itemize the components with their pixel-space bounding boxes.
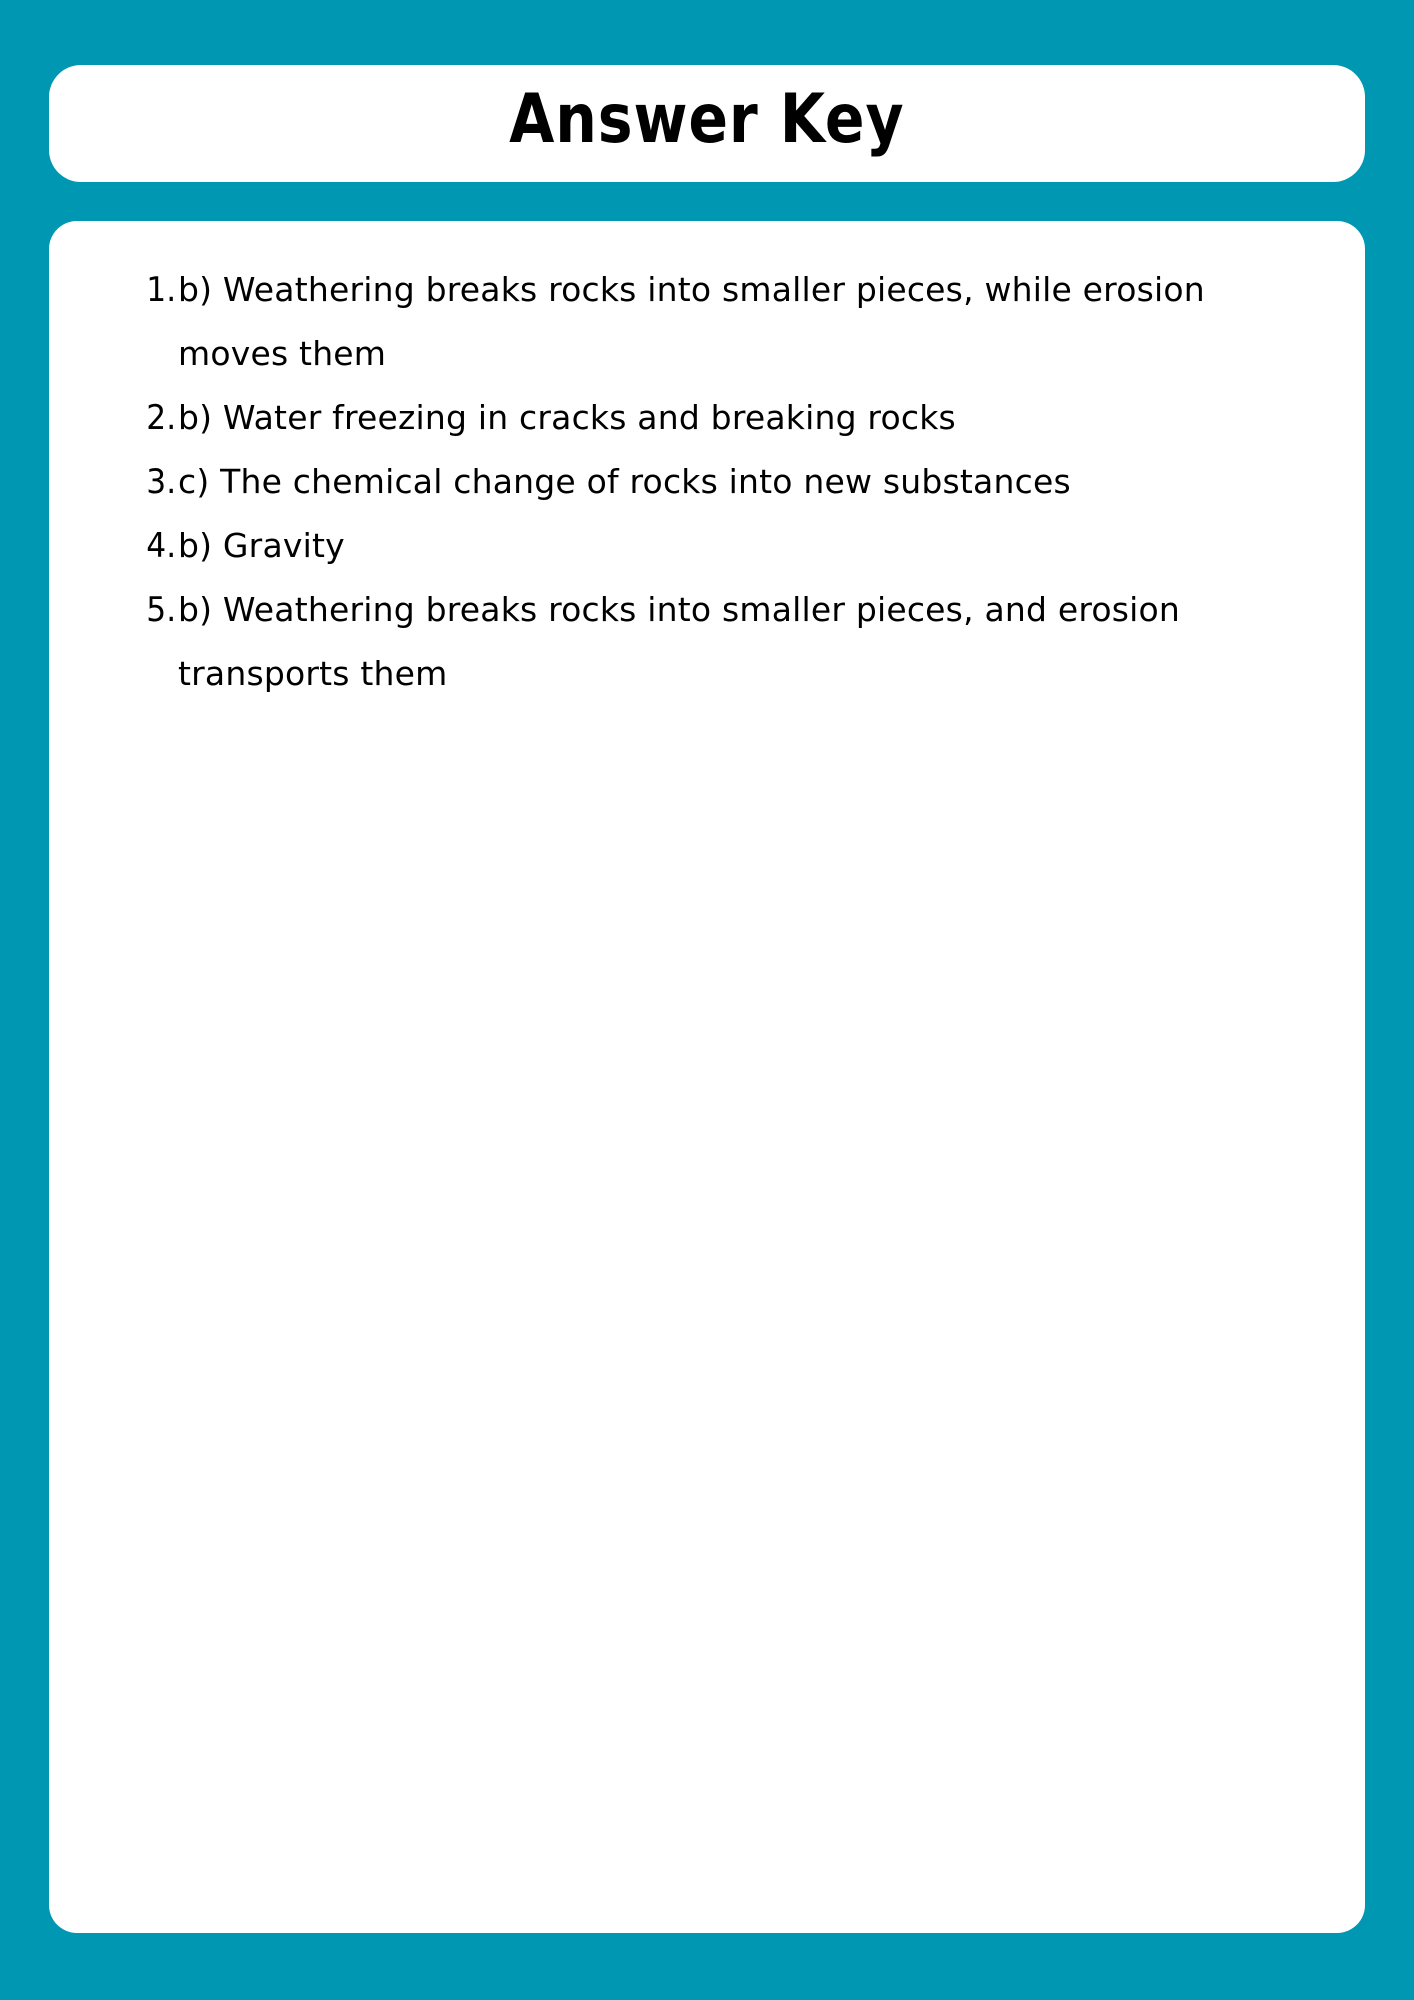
answer-text: b) Water freezing in cracks and breaking rocks xyxy=(178,398,956,437)
answer-text: c) The chemical change of rocks into new substances xyxy=(178,462,1071,501)
answer-item-5 xyxy=(128,578,1258,706)
answer-number: 5. xyxy=(146,590,177,630)
answer-number: 1. xyxy=(146,270,177,310)
answer-text: b) Weathering breaks rocks into smaller pieces, and erosion transports them xyxy=(178,590,1181,693)
page-title: Answer Key xyxy=(509,80,905,159)
answer-number: 2. xyxy=(146,398,177,438)
header-card xyxy=(49,65,1365,182)
answer-number: 3. xyxy=(146,462,177,502)
answer-text: b) Weathering breaks rocks into smaller pieces, while erosion moves them xyxy=(178,270,1205,373)
answer-item-2 xyxy=(128,386,1258,450)
answer-item-4 xyxy=(128,514,1258,578)
answer-text: b) Gravity xyxy=(178,526,345,565)
answer-item-3 xyxy=(128,450,1258,514)
answer-list xyxy=(128,258,1258,706)
answer-number: 4. xyxy=(146,526,177,566)
answer-item-1 xyxy=(128,258,1258,386)
